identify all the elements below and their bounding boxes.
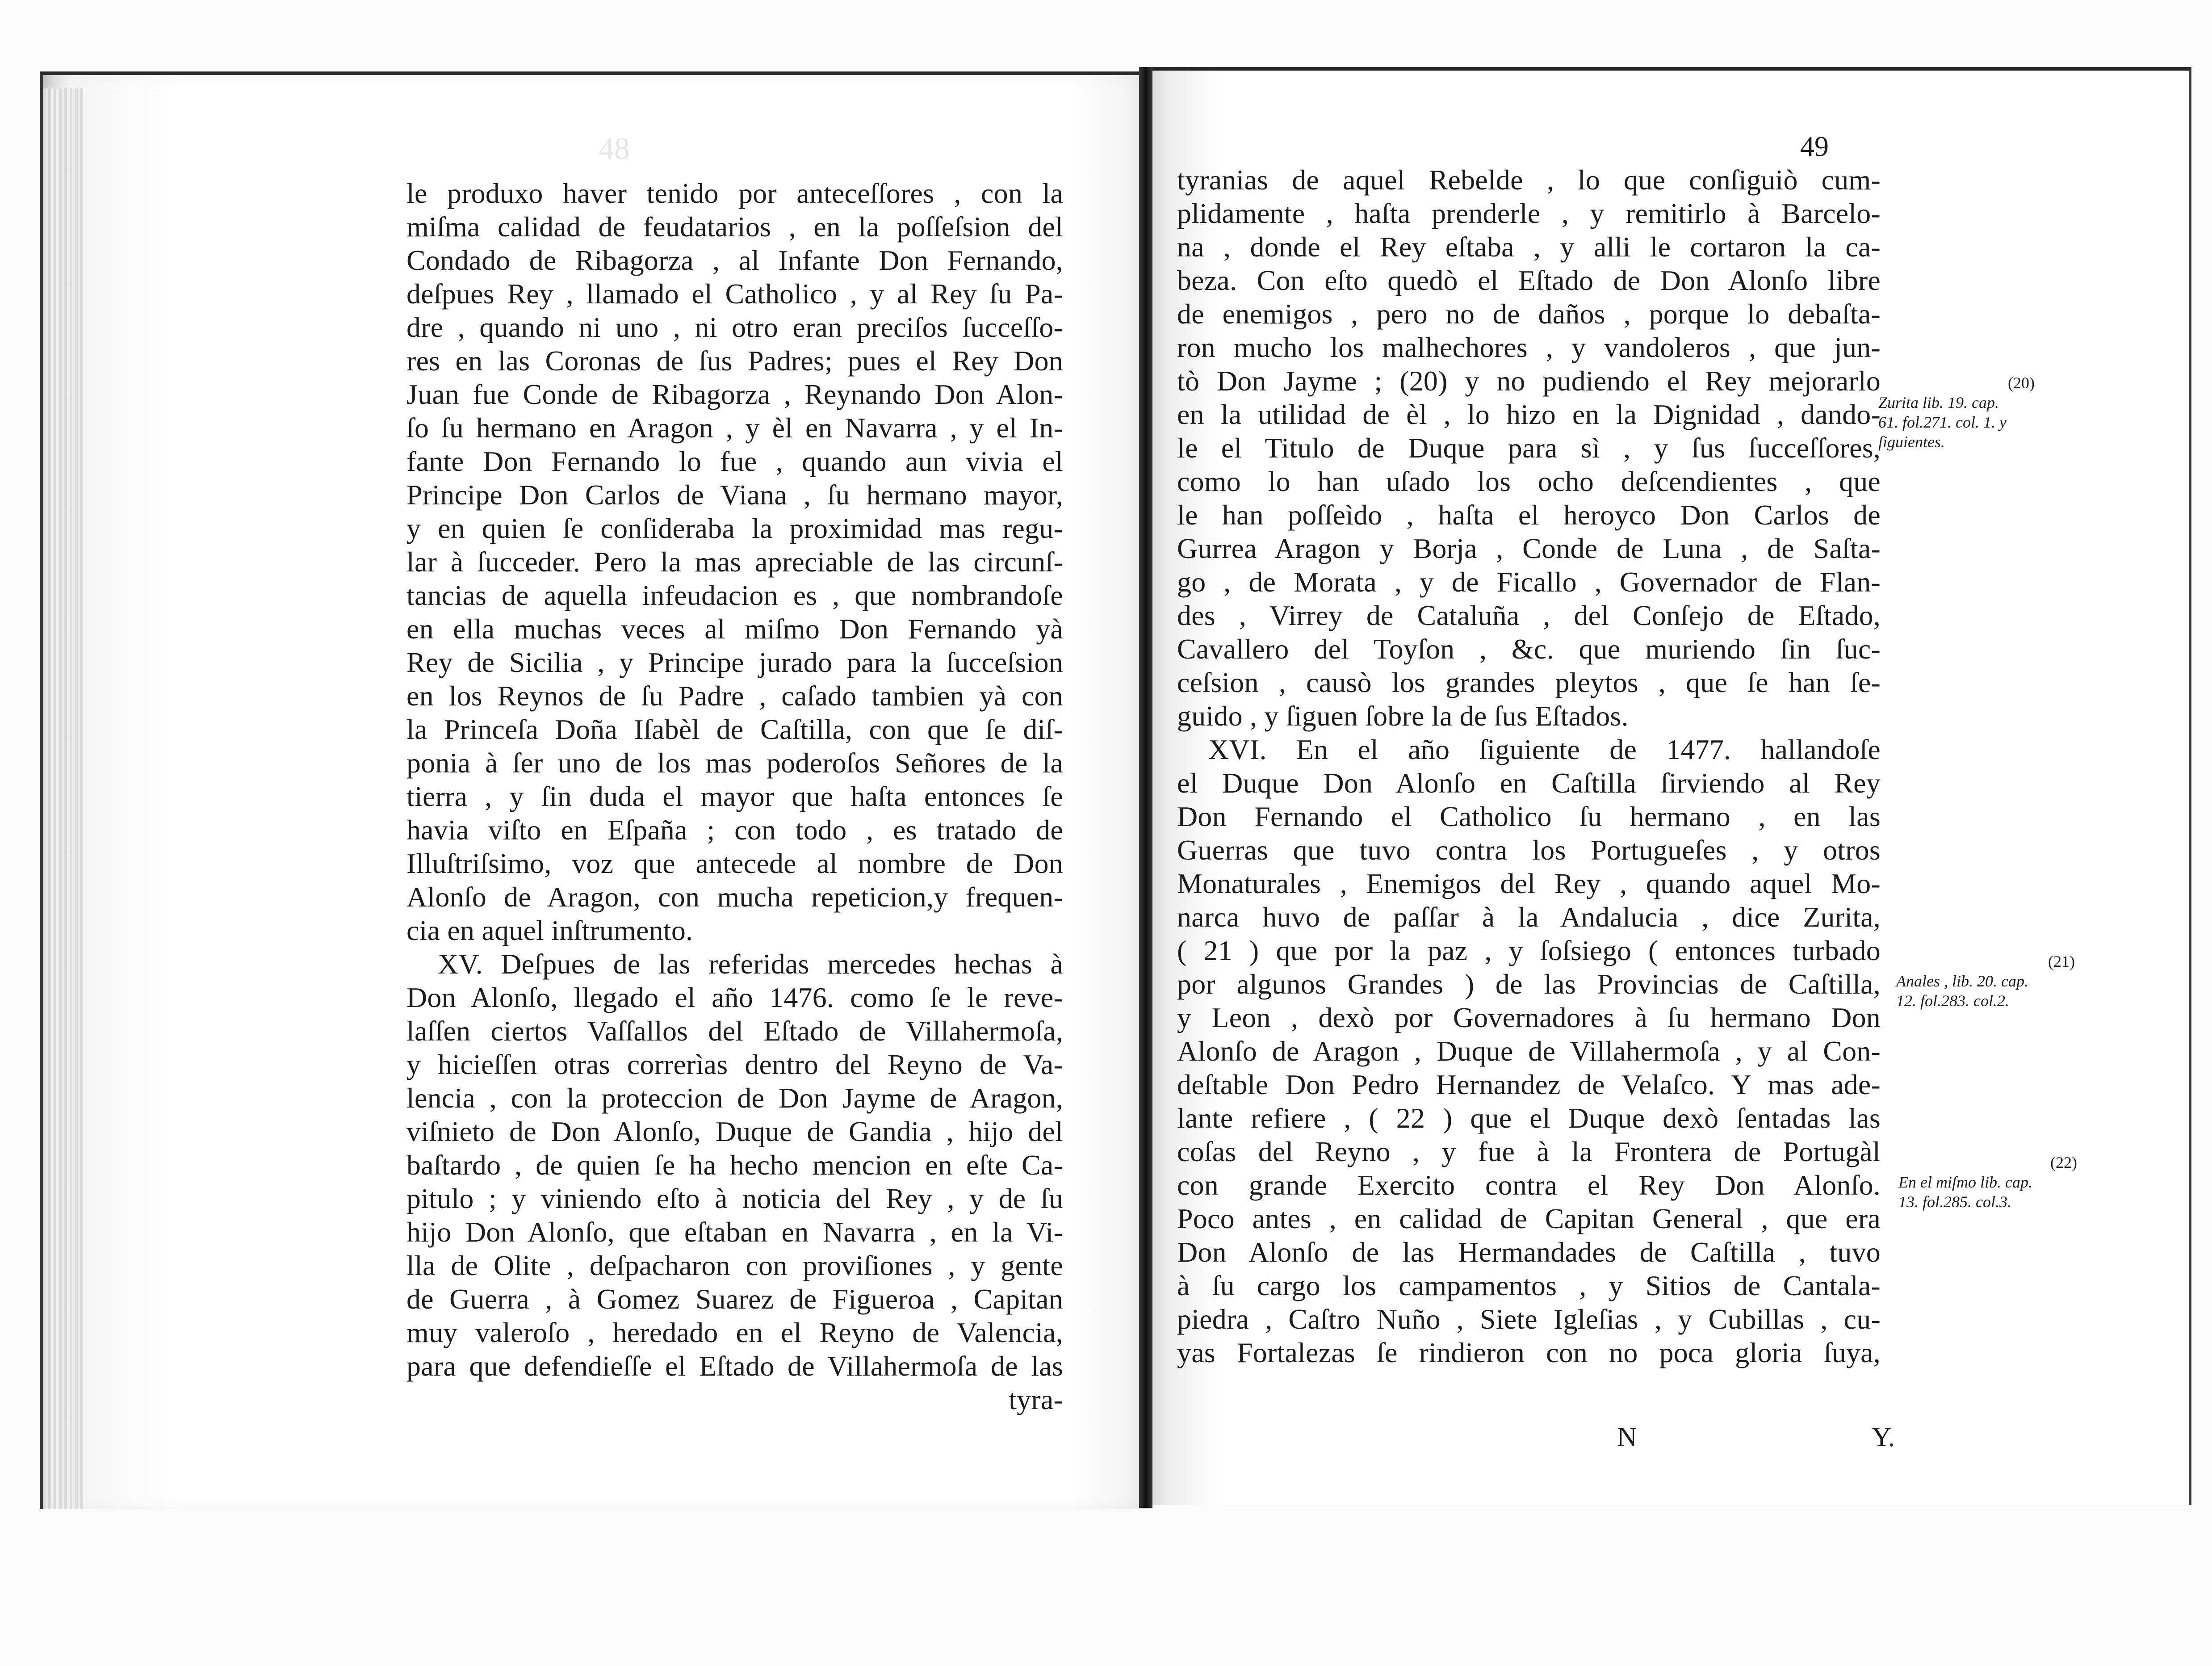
- text-line: en los Reynos de ſu Padre , caſado tambien yà con: [406, 680, 1063, 712]
- text-line: Don Fernando el Catholico ſu hermano , en las: [1177, 801, 1881, 832]
- note-line: Zurita lib. 19. cap.: [1878, 394, 1999, 411]
- paragraph-end-line: guido , y ſiguen ſobre la de ſus Eſtados.: [1177, 700, 1629, 732]
- text-line: viſnieto de Don Alonſo, Duque de Gandia , hijo del: [406, 1116, 1063, 1147]
- text-line: como lo han uſado los ocho deſcendientes , que: [1177, 466, 1881, 497]
- text-line: deſtable Don Pedro Hernandez de Velaſco. Y mas ade-: [1177, 1069, 1881, 1100]
- text-line: miſma calidad de feudatarios , en la poſſeſsion del: [406, 211, 1063, 243]
- text-line: Alonſo de Aragon, con mucha repeticion,y frequen-: [406, 881, 1063, 913]
- text-line: ron mucho los malhechores , y vandoleros , que jun-: [1177, 332, 1881, 363]
- note-number: (20): [2008, 374, 2035, 392]
- text-line: deſpues Rey , llamado el Catholico , y al Rey ſu Pa-: [406, 278, 1063, 310]
- note-line: 13. fol.285. col.3.: [1898, 1193, 2011, 1211]
- marginal-note-20: [1878, 373, 2035, 452]
- text-line: la Princeſa Doña Iſabèl de Caſtilla, con que ſe diſ-: [406, 713, 1063, 745]
- text-line: baſtardo , de quien ſe ha hecho mencion en eſte Ca-: [406, 1149, 1063, 1181]
- text-line: le el Titulo de Duque para sì , y ſus ſucceſſores,: [1177, 432, 1881, 464]
- text-line: Condado de Ribagorza , al Infante Don Fernando,: [406, 244, 1063, 276]
- paragraph-end-line: cia en aquel inſtrumento.: [406, 915, 693, 946]
- text-line: narca huvo de paſſar à la Andalucia , dice Zurita,: [1177, 901, 1881, 933]
- section-xvi-heading-line: XVI. En el año ſiguiente de 1477. hallandoſe: [1208, 734, 1881, 765]
- text-line: ponia à ſer uno de los mas poderoſos Señores de la: [406, 747, 1063, 779]
- text-line: y en quien ſe conſideraba la proximidad mas regu-: [406, 512, 1063, 544]
- text-line: ( 21 ) que por la paz , y ſoſsiego ( entonces turbado: [1177, 935, 1881, 966]
- note-line: En el miſmo lib. cap.: [1898, 1173, 2032, 1191]
- text-line: para que defendieſſe el Eſtado de Villahermoſa de las: [406, 1350, 1063, 1382]
- note-line: 12. fol.283. col.2.: [1896, 992, 2009, 1010]
- text-line: por algunos Grandes ) de las Provincias de Caſtilla,: [1177, 968, 1881, 1000]
- text-line: con grande Exercito contra el Rey Don Alonſo.: [1177, 1169, 1881, 1201]
- catchword-right: Y.: [1872, 1422, 1895, 1452]
- text-line: lar à ſucceder. Pero la mas apreciable de las circunſ-: [406, 546, 1063, 578]
- catchword: tyra-: [1009, 1384, 1063, 1415]
- bleed-through-mark: 48: [599, 132, 630, 166]
- text-line: tò Don Jayme ; (20) y no pudiendo el Rey mejorarlo: [1177, 365, 1881, 397]
- text-line: Cavallero del Toyſon , &c. que muriendo ſin ſuc-: [1177, 633, 1881, 665]
- text-line: hijo Don Alonſo, que eſtaban en Navarra , en la Vi-: [406, 1216, 1063, 1248]
- text-line: el Duque Don Alonſo en Caſtilla ſirviendo al Rey: [1177, 767, 1881, 799]
- text-line: le produxo haver tenido por anteceſſores , con la: [406, 177, 1063, 209]
- text-line: Poco antes , en calidad de Capitan General , que era: [1177, 1203, 1881, 1234]
- text-line: lla de Olite , deſpacharon con proviſiones , y gente: [406, 1250, 1063, 1281]
- text-line: tancias de aquella infeudacion es , que nombrandoſe: [406, 579, 1063, 611]
- signature-mark-n: N: [1617, 1422, 1637, 1452]
- text-line: des , Virrey de Cataluña , del Conſejo de Eſtado,: [1177, 600, 1881, 631]
- text-line: Gurrea Aragon y Borja , Conde de Luna , de Saſta-: [1177, 533, 1881, 564]
- left-text-column: [406, 176, 1063, 1416]
- text-line: lante refiere , ( 22 ) que el Duque dexò ſentadas las: [1177, 1102, 1881, 1134]
- text-line: ceſsion , causò los grandes pleytos , que ſe han ſe-: [1177, 667, 1881, 698]
- text-line: Juan fue Conde de Ribagorza , Reynando Don Alon-: [406, 378, 1063, 410]
- note-number: (21): [2048, 953, 2075, 970]
- text-line: en la utilidad de èl , lo hizo en la Dignidad , dando-: [1177, 399, 1881, 430]
- text-line: Guerras que tuvo contra los Portugueſes , y otros: [1177, 834, 1881, 866]
- text-line: en ella muchas veces al miſmo Don Fernando yà: [406, 613, 1063, 645]
- page-number: 49: [1800, 130, 1829, 162]
- text-line: Monaturales , Enemigos del Rey , quando aquel Mo-: [1177, 868, 1881, 899]
- right-text-column: [1177, 163, 1881, 1369]
- text-line: Principe Don Carlos de Viana , ſu hermano mayor,: [406, 479, 1063, 511]
- text-line: Don Alonſo de las Hermandades de Caſtilla , tuvo: [1177, 1236, 1881, 1268]
- text-line: beza. Con eſto quedò el Eſtado de Don Alonſo libre: [1177, 264, 1881, 296]
- text-line: à ſu cargo los campamentos , y Sitios de Cantala-: [1177, 1270, 1881, 1301]
- book-gutter: [1139, 67, 1152, 1508]
- text-line: le han poſſeìdo , haſta el heroyco Don Carlos de: [1177, 499, 1881, 531]
- text-line: piedra , Caſtro Nuño , Siete Igleſias , y Cubillas , cu-: [1177, 1303, 1881, 1335]
- text-line: Don Alonſo, llegado el año 1476. como ſe le reve-: [406, 982, 1063, 1013]
- text-line: yas Fortalezas ſe rindieron con no poca gloria ſuya,: [1177, 1337, 1881, 1368]
- note-line: ſiguientes.: [1878, 433, 1945, 451]
- text-line: Rey de Sicilia , y Principe jurado para la ſucceſsion: [406, 646, 1063, 678]
- note-line: Anales , lib. 20. cap.: [1896, 972, 2028, 990]
- text-line: fante Don Fernando lo fue , quando aun vivia el: [406, 445, 1063, 477]
- text-line: na , donde el Rey eſtaba , y alli le cortaron la ca-: [1177, 231, 1881, 263]
- text-line: muy valeroſo , heredado en el Reyno de Valencia,: [406, 1317, 1063, 1348]
- section-xv-heading-line: XV. Deſpues de las referidas mercedes hechas à: [438, 948, 1063, 980]
- text-line: de Guerra , à Gomez Suarez de Figueroa , Capitan: [406, 1283, 1063, 1315]
- text-line: Illuſtriſsimo, voz que antecede al nombre de Don: [406, 848, 1063, 879]
- text-line: lencia , con la proteccion de Don Jayme de Aragon,: [406, 1082, 1063, 1114]
- text-line: tyranias de aquel Rebelde , lo que conſiguiò cum-: [1177, 164, 1881, 196]
- marginal-note-22: [1898, 1153, 2077, 1212]
- text-line: Alonſo de Aragon , Duque de Villahermoſa , y al Con-: [1177, 1035, 1881, 1067]
- text-line: havia viſto en Eſpaña ; con todo , es tratado de: [406, 814, 1063, 846]
- text-line: dre , quando ni uno , ni otro eran preciſos ſucceſſo-: [406, 311, 1063, 343]
- text-line: go , de Morata , y de Ficallo , Governador de Flan-: [1177, 566, 1881, 598]
- text-line: pitulo ; y viniendo eſto à noticia del Rey , y de ſu: [406, 1183, 1063, 1214]
- text-line: tierra , y ſin duda el mayor que haſta entonces ſe: [406, 781, 1063, 812]
- note-number: (22): [2050, 1154, 2077, 1171]
- text-line: res en las Coronas de ſus Padres; pues el Rey Don: [406, 345, 1063, 377]
- text-line: coſas del Reyno , y fue à la Frontera de Portugàl: [1177, 1136, 1881, 1167]
- text-line: y hicieſſen otras correrìas dentro del Reyno de Va-: [406, 1049, 1063, 1080]
- text-line: y Leon , dexò por Governadores à ſu hermano Don: [1177, 1002, 1881, 1033]
- text-line: ſo ſu hermano en Aragon , y èl en Navarra , y el In-: [406, 412, 1063, 444]
- text-line: laſſen ciertos Vaſſallos del Eſtado de Villahermoſa,: [406, 1015, 1063, 1047]
- note-line: 61. fol.271. col. 1. y: [1878, 413, 2007, 431]
- text-line: plidamente , haſta prenderle , y remitirlo à Barcelo-: [1177, 197, 1881, 229]
- text-line: de enemigos , pero no de daños , porque lo debaſta-: [1177, 298, 1881, 330]
- page-edge-stack: [43, 88, 83, 1509]
- marginal-note-21: [1896, 952, 2075, 1011]
